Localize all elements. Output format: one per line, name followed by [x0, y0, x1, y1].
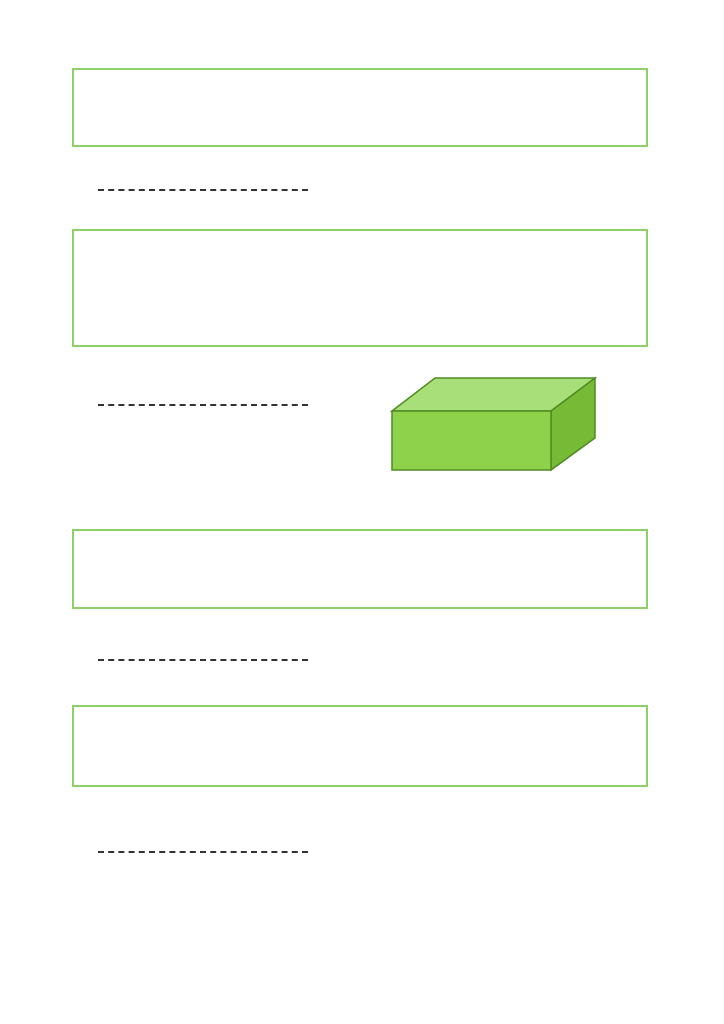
answer-blank[interactable]: [98, 179, 308, 191]
answer-line-3[interactable]: [90, 644, 308, 666]
answer-line-4[interactable]: [90, 836, 308, 858]
question-4-box: [72, 705, 648, 787]
question-2-box: [72, 229, 648, 347]
answer-line-1[interactable]: [90, 174, 308, 196]
answer-blank[interactable]: [98, 394, 308, 406]
answer-line-2[interactable]: [90, 389, 308, 411]
storage-box-figure: [385, 370, 605, 480]
answer-blank[interactable]: [98, 649, 308, 661]
question-1-box: [72, 68, 648, 147]
question-3-box: [72, 529, 648, 609]
answer-blank[interactable]: [98, 841, 308, 853]
box-front-face: [392, 411, 551, 470]
